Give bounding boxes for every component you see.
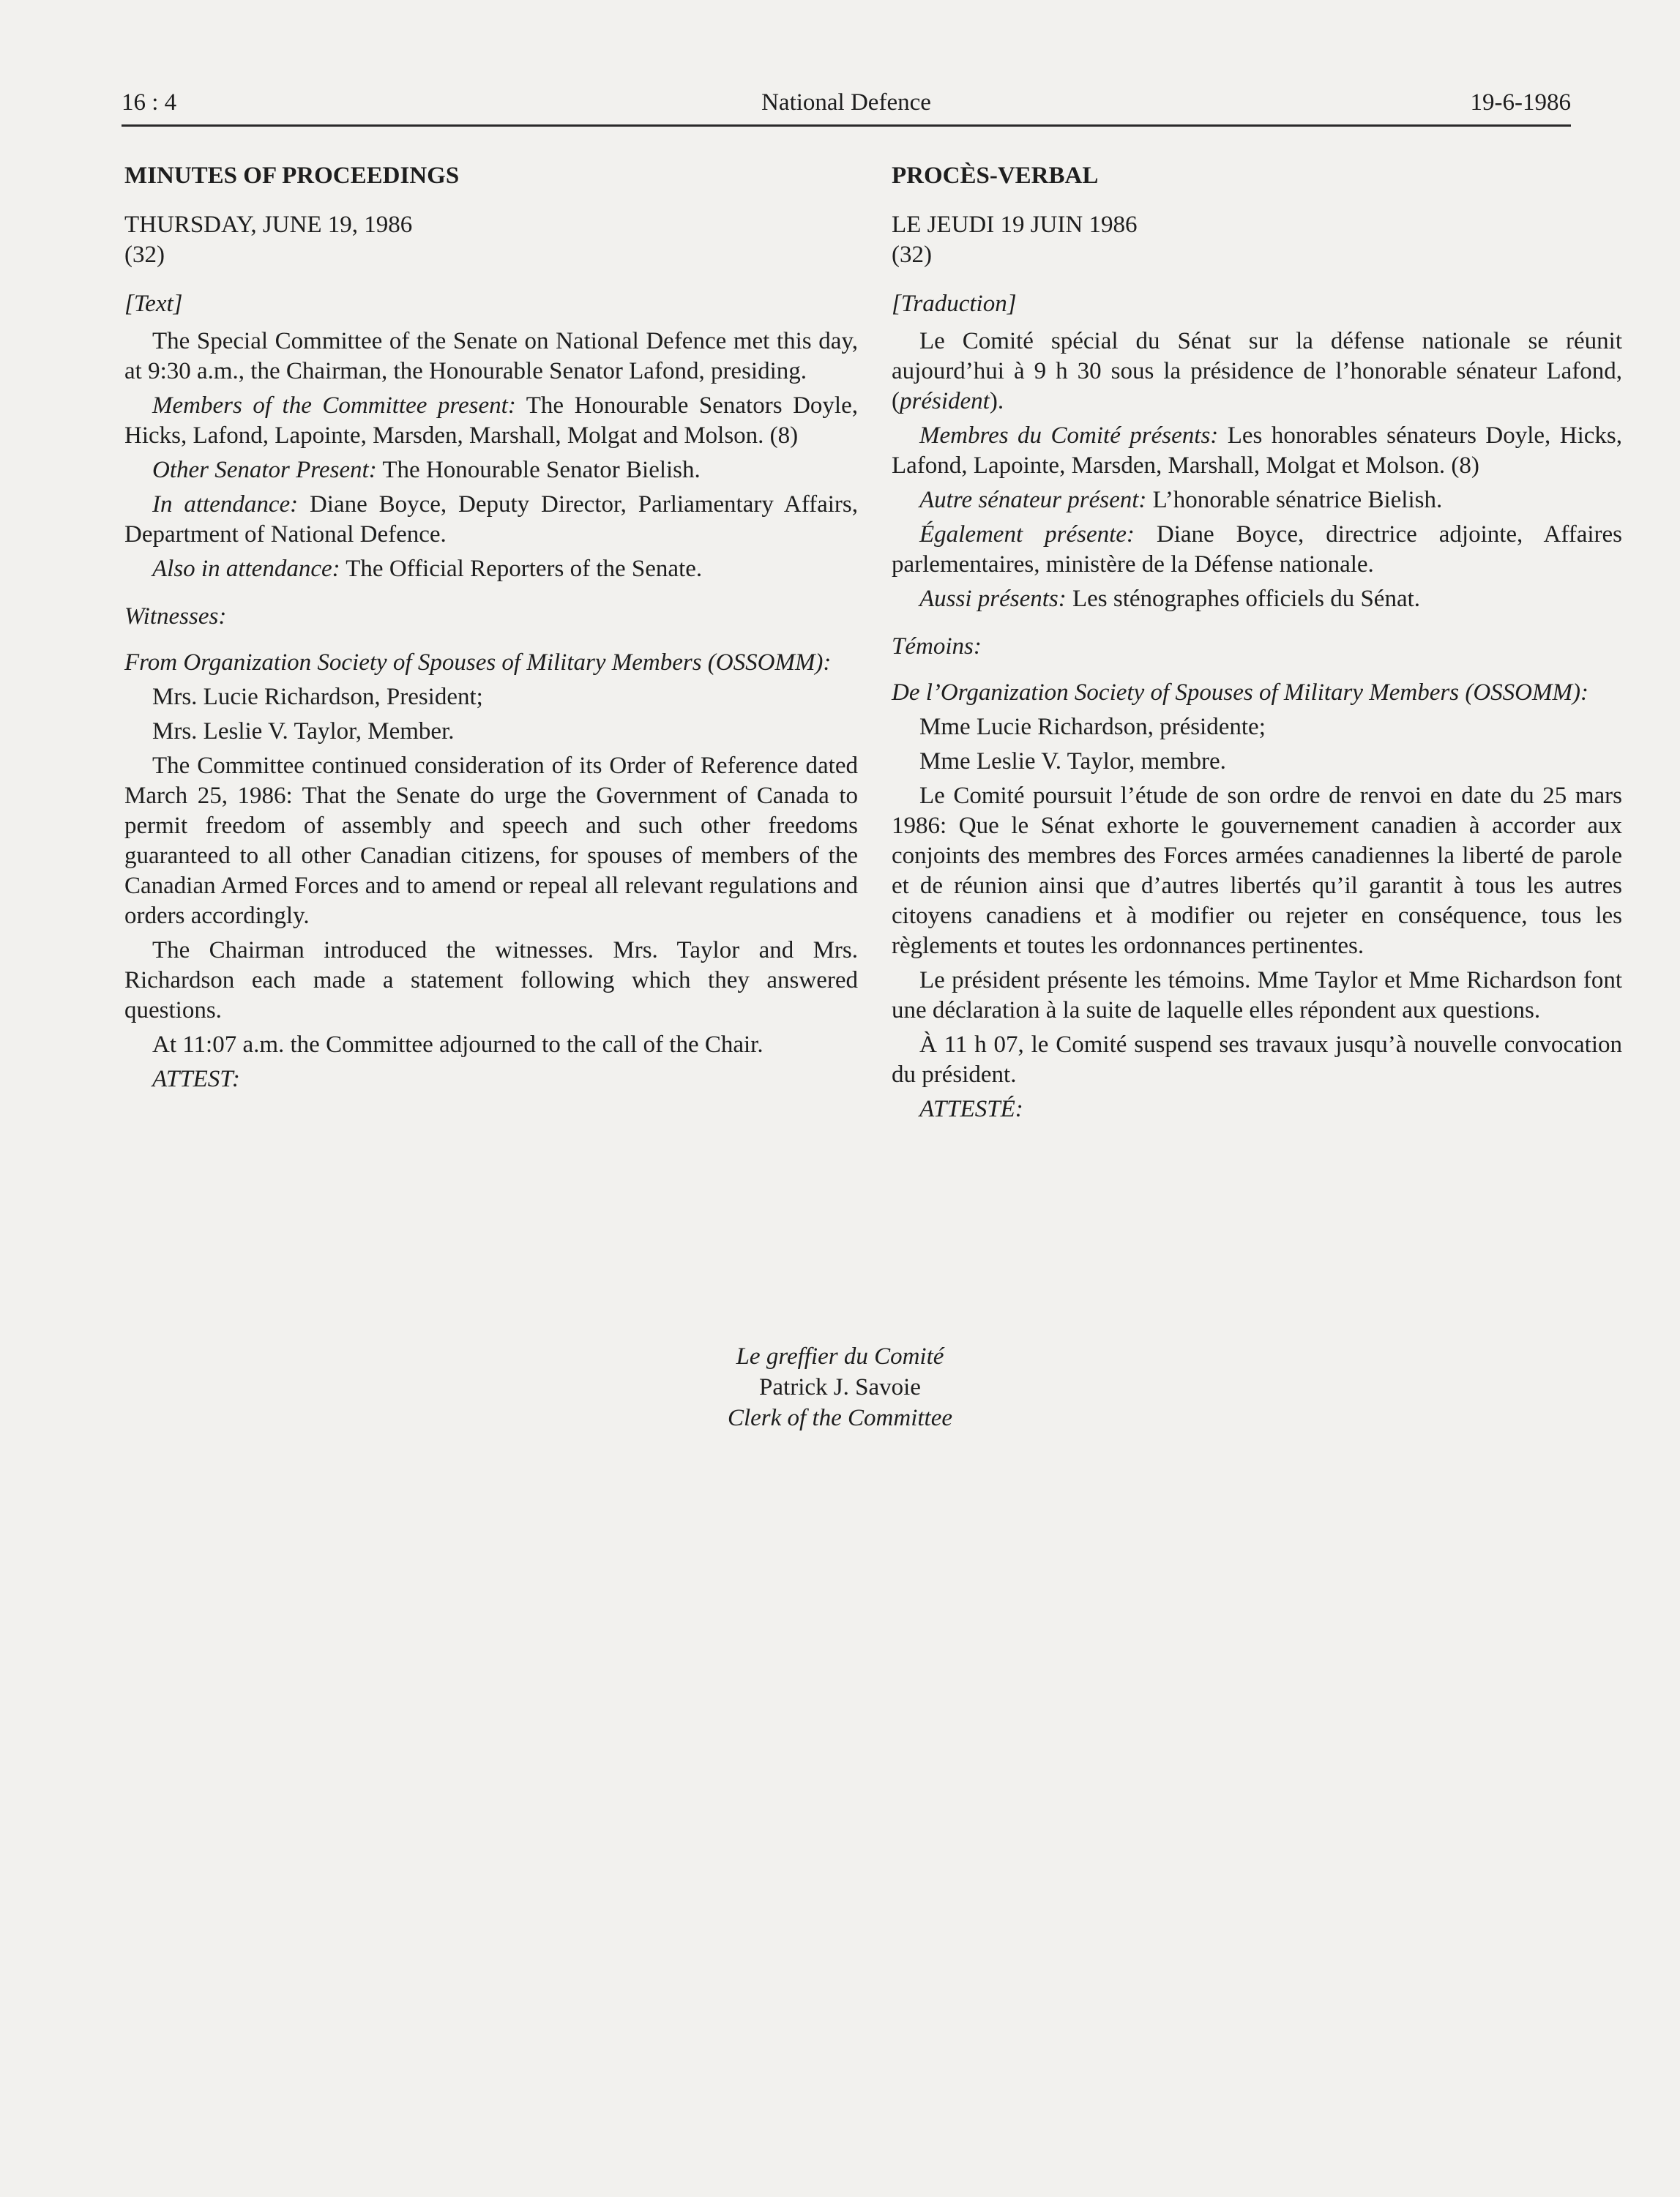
other-senator-label: Other Senator Present: xyxy=(152,457,377,483)
english-paragraph: The Committee continued consideration of its Order of Reference dated March 25, 1986: That the Senate do urge the Government of Canada to permit freedom of assembly and speech and such other freedoms guaranteed to all other Canadian citizens, for spouses of members of the Canadian Armed Forces and to amend or repeal all relevant regulations and orders accordingly. xyxy=(124,753,858,929)
running-title: National Defence xyxy=(761,89,931,116)
french-other-senator-paragraph xyxy=(892,485,1622,515)
english-attendance-paragraph xyxy=(124,490,858,550)
english-also-attendance-paragraph xyxy=(124,554,858,584)
members-label: Members of the Committee present: xyxy=(152,392,516,419)
french-witnesses-heading: Témoins: xyxy=(892,633,982,660)
french-also-attendance-paragraph xyxy=(892,584,1622,614)
english-tag: [Text] xyxy=(124,291,183,317)
members-text: The Honourable Senators Doyle, Hicks, Lafond, Lapointe, Marsden, Marshall, Molgat and Molson. (8) xyxy=(124,392,858,449)
attendance-text: Diane Boyce, directrice adjointe, Affaires parlementaires, ministère de la Défense nationale. xyxy=(892,521,1622,578)
english-witness: Mrs. Leslie V. Taylor, Member. xyxy=(152,718,455,745)
attendance-text: Diane Boyce, Deputy Director, Parliamentary Affairs, Department of National Defence. xyxy=(124,491,859,548)
french-tag: [Traduction] xyxy=(892,291,1017,317)
french-organization: De l’Organization Society of Spouses of Military Members (OSSOMM): xyxy=(892,679,1588,706)
english-paragraph: The Chairman introduced the witnesses. Mrs. Taylor and Mrs. Richardson each made a statement following which they answered questions. xyxy=(124,937,858,1023)
french-attendance-paragraph xyxy=(892,520,1622,580)
french-paragraph xyxy=(892,327,1622,417)
english-date-line: THURSDAY, JUNE 19, 1986 xyxy=(124,212,413,238)
page-number: 16 : 4 xyxy=(122,89,177,116)
english-column xyxy=(124,161,858,1094)
page-header xyxy=(122,86,1571,127)
also-attendance-label: Also in attendance: xyxy=(152,556,340,582)
french-witness: Mme Leslie V. Taylor, membre. xyxy=(919,748,1226,775)
english-members-paragraph xyxy=(124,391,858,451)
attendance-label: In attendance: xyxy=(152,491,299,518)
french-paragraph: Le président présente les témoins. Mme Taylor et Mme Richardson font une déclaration à la suite de laquelle elles répondent aux questions. xyxy=(892,967,1622,1023)
english-other-senator-paragraph xyxy=(124,455,858,485)
french-attest: ATTESTÉ: xyxy=(919,1096,1023,1122)
clerk-title-french: Le greffier du Comité xyxy=(736,1343,944,1370)
other-senator-text: L’honorable sénatrice Bielish. xyxy=(1146,487,1443,513)
french-date-line: LE JEUDI 19 JUIN 1986 xyxy=(892,212,1138,238)
members-text: Les honorables sénateurs Doyle, Hicks, Lafond, Lapointe, Marsden, Marshall, Molgat et Molson. (8) xyxy=(892,422,1622,479)
french-p1-text: Le Comité spécial du Sénat sur la défense nationale se réunit aujourd’hui à 9 h 30 sous la présidence de l’honorable sénateur Lafond, ( xyxy=(892,328,1622,414)
clerk-name: Patrick J. Savoie xyxy=(759,1374,921,1400)
french-p1-president: président xyxy=(900,388,990,414)
french-paragraph: Le Comité poursuit l’étude de son ordre de renvoi en date du 25 mars 1986: Que le Sénat exhorte le gouvernement canadien à accorder aux conjoints des membres des Forces armées canadiennes la liberté de parole et de réunion ainsi que d’autres libertés qu’il garantit à tous les autres citoyens canadiens et à modifier ou rejeter en conséquence, tous les règlements et toutes les ordonnances pertinentes. xyxy=(892,783,1622,959)
signature-block xyxy=(0,1341,1680,1433)
french-heading: PROCÈS-VERBAL xyxy=(892,163,1099,189)
french-paragraph: À 11 h 07, le Comité suspend ses travaux jusqu’à nouvelle convocation du président. xyxy=(892,1032,1622,1088)
english-paragraph: At 11:07 a.m. the Committee adjourned to the call of the Chair. xyxy=(152,1032,764,1058)
other-senator-label: Autre sénateur présent: xyxy=(919,487,1147,513)
english-paragraph: The Special Committee of the Senate on National Defence met this day, at 9:30 a.m., the Chairman, the Honourable Senator Lafond, presiding. xyxy=(124,328,858,384)
english-witnesses-heading: Witnesses: xyxy=(124,603,227,630)
english-witness: Mrs. Lucie Richardson, President; xyxy=(152,684,483,710)
members-label: Membres du Comité présents: xyxy=(919,422,1219,449)
english-organization: From Organization Society of Spouses of Military Members (OSSOMM): xyxy=(124,649,832,676)
also-attendance-label: Aussi présents: xyxy=(919,586,1067,612)
french-members-paragraph xyxy=(892,421,1622,481)
also-attendance-text: The Official Reporters of the Senate. xyxy=(340,556,703,582)
attendance-label: Également présente: xyxy=(919,521,1135,548)
clerk-title-english: Clerk of the Committee xyxy=(727,1405,953,1431)
english-number: (32) xyxy=(124,242,165,268)
french-column xyxy=(892,161,1622,1124)
french-p1-end: ). xyxy=(989,388,1004,414)
header-date: 19-6-1986 xyxy=(1470,89,1571,116)
french-witness: Mme Lucie Richardson, présidente; xyxy=(919,714,1266,740)
english-attest: ATTEST: xyxy=(152,1066,240,1092)
other-senator-text: The Honourable Senator Bielish. xyxy=(376,457,701,483)
also-attendance-text: Les sténographes officiels du Sénat. xyxy=(1066,586,1421,612)
french-number: (32) xyxy=(892,242,932,268)
english-heading: MINUTES OF PROCEEDINGS xyxy=(124,163,460,189)
